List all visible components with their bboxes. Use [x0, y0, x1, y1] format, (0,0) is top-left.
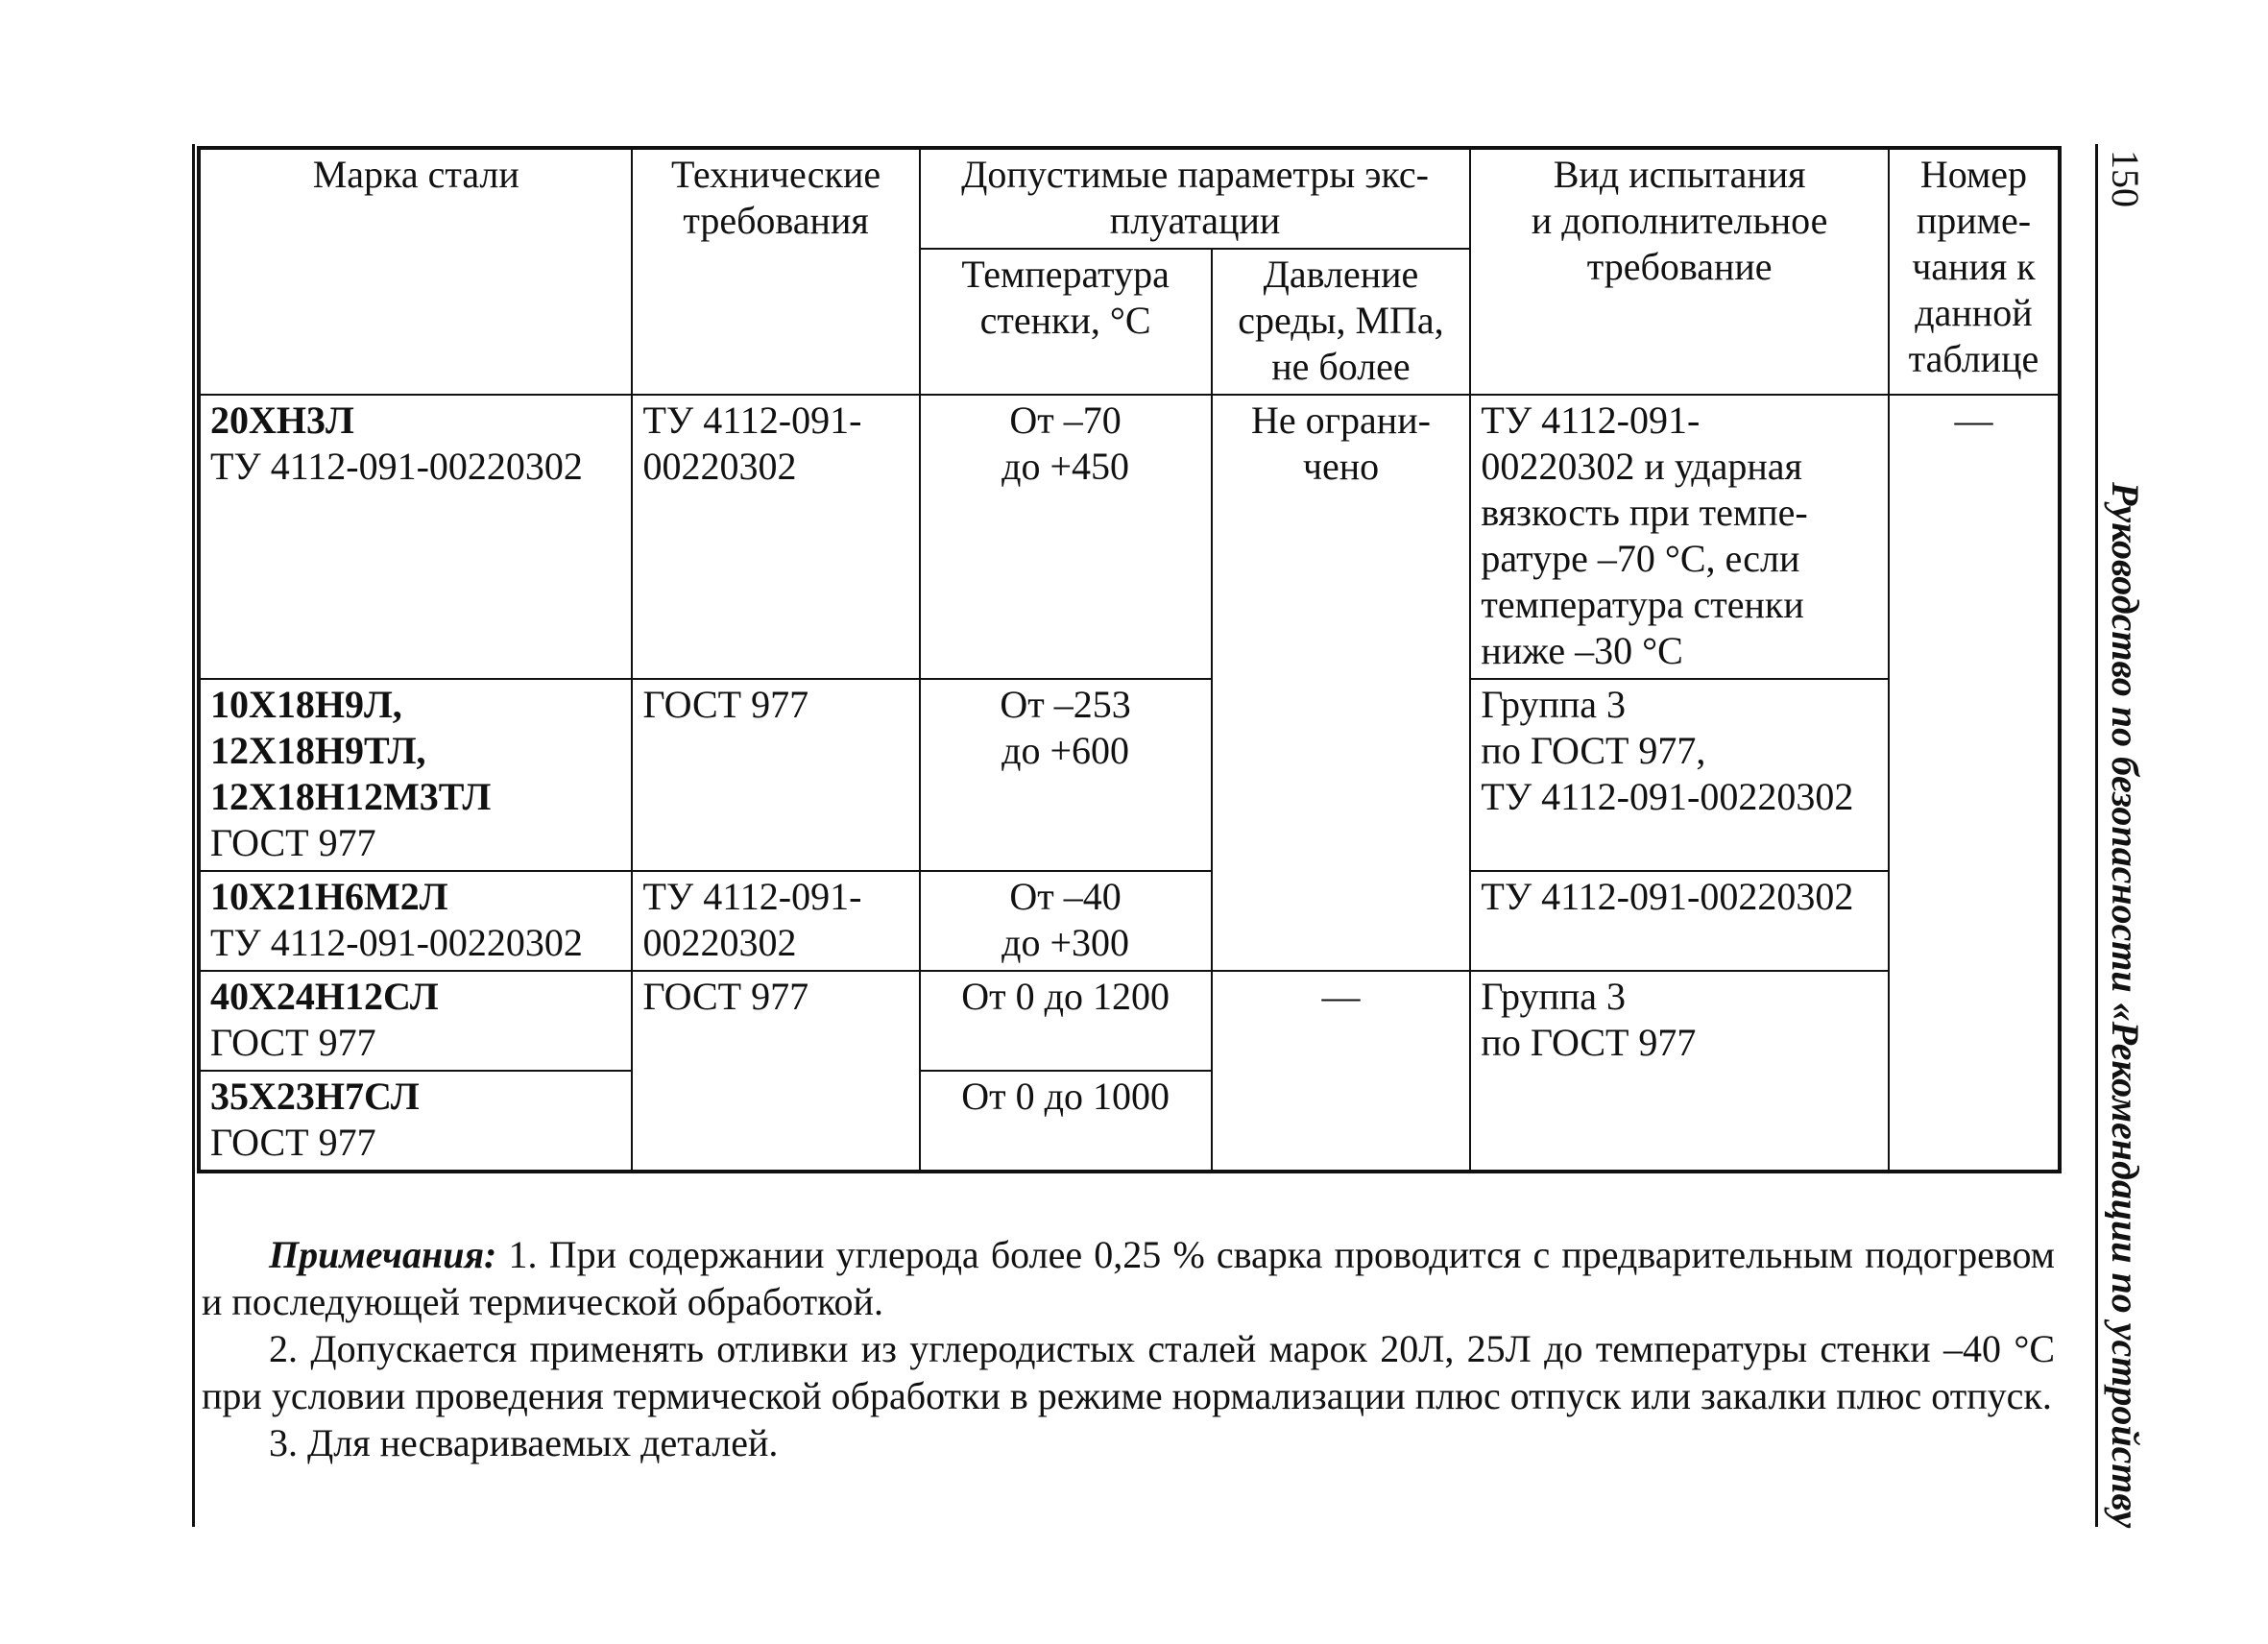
cell-temp: От –253 до +600 — [920, 679, 1212, 871]
cell-test: Группа 3 по ГОСТ 977 — [1470, 971, 1888, 1172]
cell-mark: 10Х18Н9Л, 12Х18Н9ТЛ, 12Х18Н12М3ТЛ ГОСТ 977 — [199, 679, 632, 871]
cell-temp: От 0 до 1000 — [920, 1071, 1212, 1172]
cell-tech: ГОСТ 977 — [632, 679, 919, 871]
cell-tech: ГОСТ 977 — [632, 971, 919, 1172]
page-number: 150 — [2104, 150, 2148, 207]
cell-press: — — [1212, 971, 1471, 1172]
cell-test: ТУ 4112-091- 00220302 и ударная вязкость при темпе- ратуре –70 °С, если температура стенки ниже –30 °С — [1470, 395, 1888, 679]
left-margin-rule — [192, 144, 195, 1527]
cell-temp: От –70 до +450 — [920, 395, 1212, 679]
header-tech: Технические требования — [632, 148, 919, 395]
table-row — [199, 971, 2060, 1071]
steel-grades-table — [197, 146, 2062, 1173]
cell-mark: 10Х21Н6М2Л ТУ 4112-091-00220302 — [199, 871, 632, 971]
cell-mark: 35Х23Н7СЛ ГОСТ 977 — [199, 1071, 632, 1172]
cell-mark: 40Х24Н12СЛ ГОСТ 977 — [199, 971, 632, 1071]
header-test: Вид испытания и дополнительное требование — [1470, 148, 1888, 395]
notes-lead: Примечания: — [269, 1233, 497, 1276]
cell-tech: ТУ 4112-091- 00220302 — [632, 871, 919, 971]
table-notes — [202, 1231, 2055, 1466]
table-row — [199, 395, 2060, 679]
table-header-row — [199, 148, 2060, 249]
note-3: 3. Для несвариваемых деталей. — [269, 1421, 779, 1464]
running-header — [2099, 144, 2153, 1527]
header-params: Допустимые параметры экс- плуатации — [920, 148, 1471, 249]
table-row — [199, 679, 2060, 871]
cell-test: ТУ 4112-091-00220302 — [1470, 871, 1888, 971]
cell-mark: 20ХН3Л ТУ 4112-091-00220302 — [199, 395, 632, 679]
cell-test: Группа 3 по ГОСТ 977, ТУ 4112-091-00220302 — [1470, 679, 1888, 871]
table-row — [199, 871, 2060, 971]
cell-tech: ТУ 4112-091- 00220302 — [632, 395, 919, 679]
header-mark: Марка стали — [199, 148, 632, 395]
header-note: Номер приме- чания к данной таблице — [1889, 148, 2060, 395]
cell-temp: От 0 до 1200 — [920, 971, 1212, 1071]
running-title: Руководство по безопасности «Рекомендации по устройству — [2104, 482, 2148, 1529]
note-2: 2. Допускается применять отливки из углеродистых сталей марок 20Л, 25Л до температуры стенки –40 °С при условии проведения термической обработки в режиме нормализации плюс отпуск или закалки плюс отпуск. — [202, 1327, 2055, 1417]
note-1: Примечания: 1. При содержании углерода более 0,25 % сварка проводится с предварительным подогревом и последующей термической обработкой. — [202, 1233, 2055, 1323]
right-margin-rule — [2095, 144, 2098, 1527]
cell-note: — — [1889, 395, 2060, 1172]
cell-press: Не ограни- чено — [1212, 395, 1471, 971]
header-press: Давление среды, МПа, не более — [1212, 249, 1471, 395]
cell-temp: От –40 до +300 — [920, 871, 1212, 971]
header-temp: Температура стенки, °С — [920, 249, 1212, 395]
